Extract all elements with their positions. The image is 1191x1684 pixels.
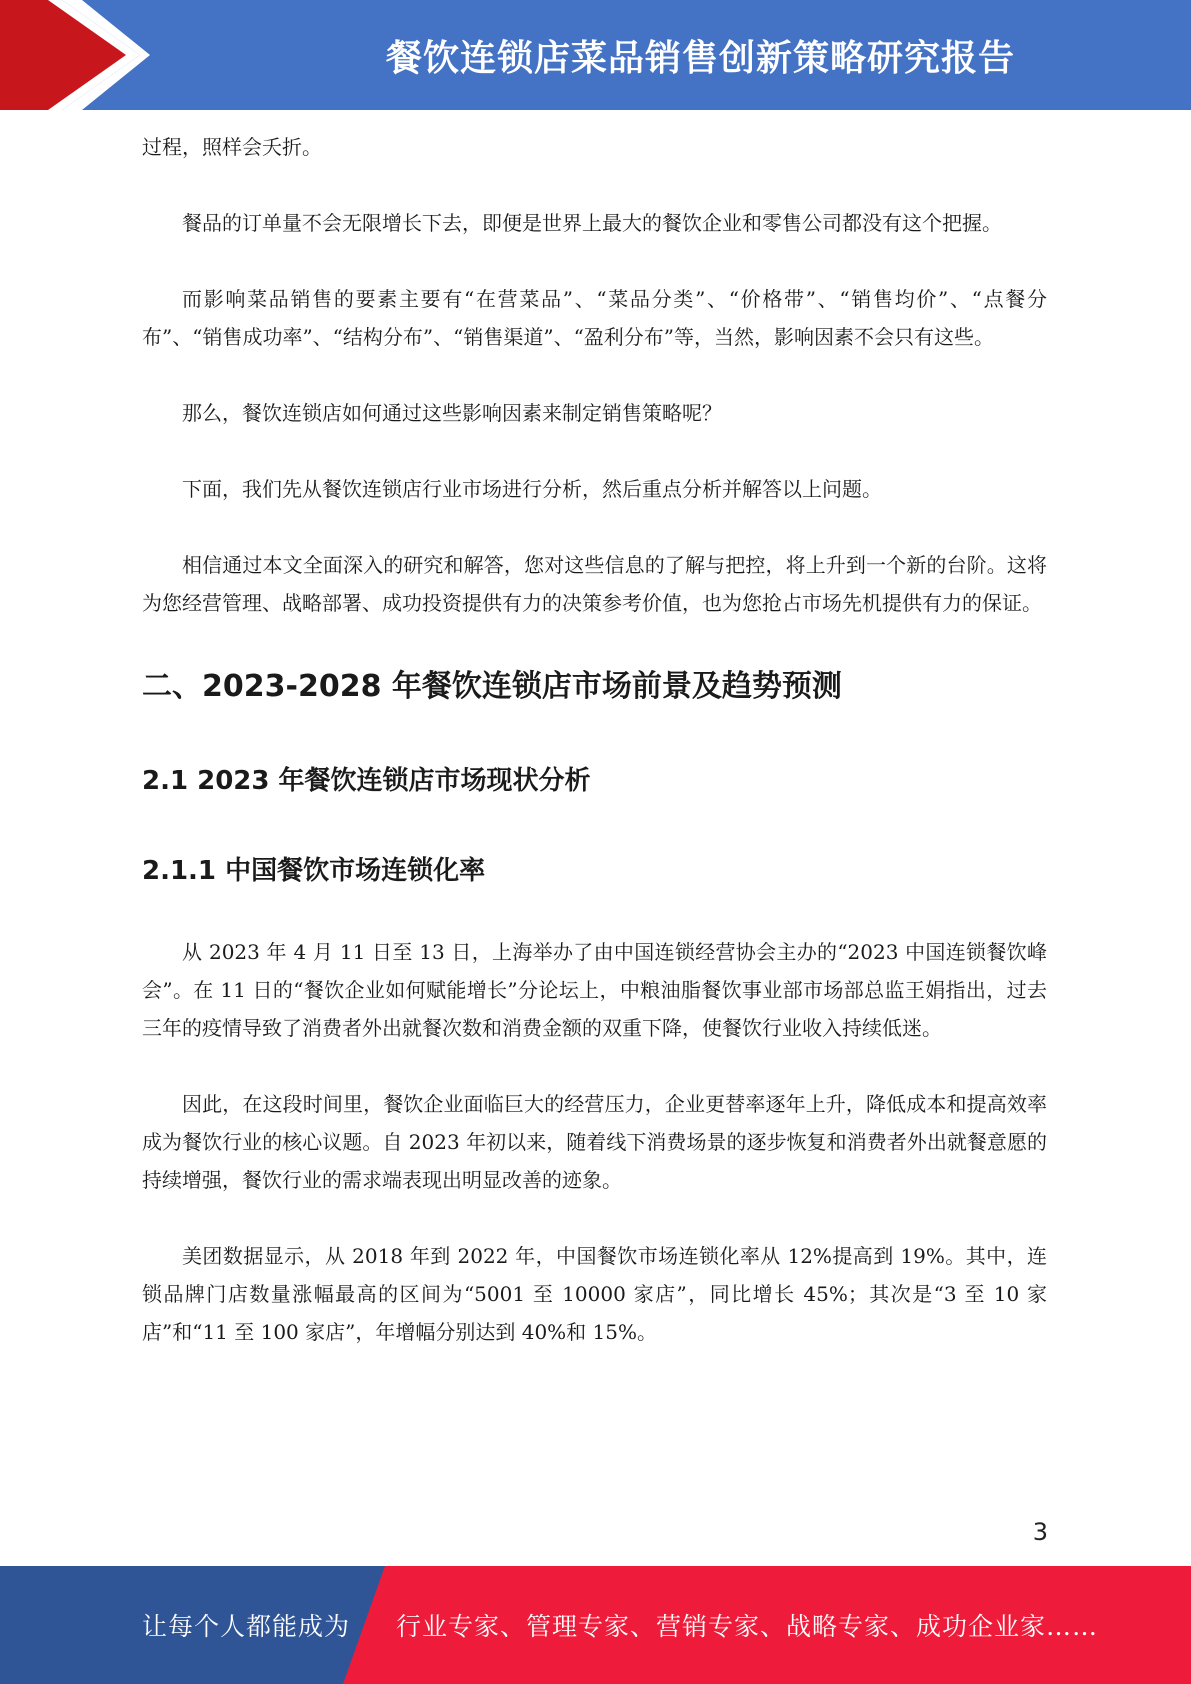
paragraph: 过程，照样会夭折。 xyxy=(142,135,322,159)
paragraph: 美团数据显示，从 2018 年到 2022 年，中国餐饮市场连锁化率从 12%提高到 19%。其中，连锁品牌门店数量涨幅最高的区间为“5001 至 10000 家店”，同比增长 45%；其次是“3 至 10 家店”和“11 至 100 家店”，年增幅分别达到 40%和 15%。 xyxy=(142,1244,1047,1344)
paragraph: 因此，在这段时间里，餐饮企业面临巨大的经营压力，企业更替率逐年上升，降低成本和提高效率成为餐饮行业的核心议题。自 2023 年初以来，随着线下消费场景的逐步恢复和消费者外出就餐意愿的持续增强，餐饮行业的需求端表现出明显改善的迹象。 xyxy=(142,1092,1047,1192)
footer-slogan-right: 行业专家、管理专家、营销专家、战略专家、成功企业家…… xyxy=(396,1612,1099,1641)
subsection-heading: 2.1 2023 年餐饮连锁店市场现状分析 xyxy=(142,766,591,796)
page-content xyxy=(142,128,1047,1389)
paragraph: 从 2023 年 4 月 11 日至 13 日，上海举办了由中国连锁经营协会主办的“2023 中国连锁餐饮峰会”。在 11 日的“餐饮企业如何赋能增长”分论坛上，中粮油脂餐饮事业部市场部总监王娟指出，过去三年的疫情导致了消费者外出就餐次数和消费金额的双重下降，使餐饮行业收入持续低迷。 xyxy=(142,940,1047,1040)
footer-slogan-left: 让每个人都能成为 xyxy=(142,1612,351,1641)
paragraph: 餐品的订单量不会无限增长下去，即便是世界上最大的餐饮企业和零售公司都没有这个把握。 xyxy=(182,211,1002,235)
page-number: 3 xyxy=(1032,1518,1048,1546)
paragraph: 相信通过本文全面深入的研究和解答，您对这些信息的了解与把控，将上升到一个新的台阶。这将为您经营管理、战略部署、成功投资提供有力的决策参考价值，也为您抢占市场先机提供有力的保证。 xyxy=(142,553,1047,615)
page-footer xyxy=(0,1566,1191,1684)
section-heading: 二、2023-2028 年餐饮连锁店市场前景及趋势预测 xyxy=(142,669,842,704)
subsubsection-heading: 2.1.1 中国餐饮市场连锁化率 xyxy=(142,856,486,886)
paragraph: 那么，餐饮连锁店如何通过这些影响因素来制定销售策略呢？ xyxy=(182,401,722,425)
page-header xyxy=(0,0,1191,110)
paragraph: 而影响菜品销售的要素主要有“在营菜品”、“菜品分类”、“价格带”、“销售均价”、“点餐分布”、“销售成功率”、“结构分布”、“销售渠道”、“盈利分布”等，当然，影响因素不会只有这些。 xyxy=(142,287,1047,349)
paragraph: 下面，我们先从餐饮连锁店行业市场进行分析，然后重点分析并解答以上问题。 xyxy=(182,477,882,501)
report-title: 餐饮连锁店菜品销售创新策略研究报告 xyxy=(385,37,1015,79)
